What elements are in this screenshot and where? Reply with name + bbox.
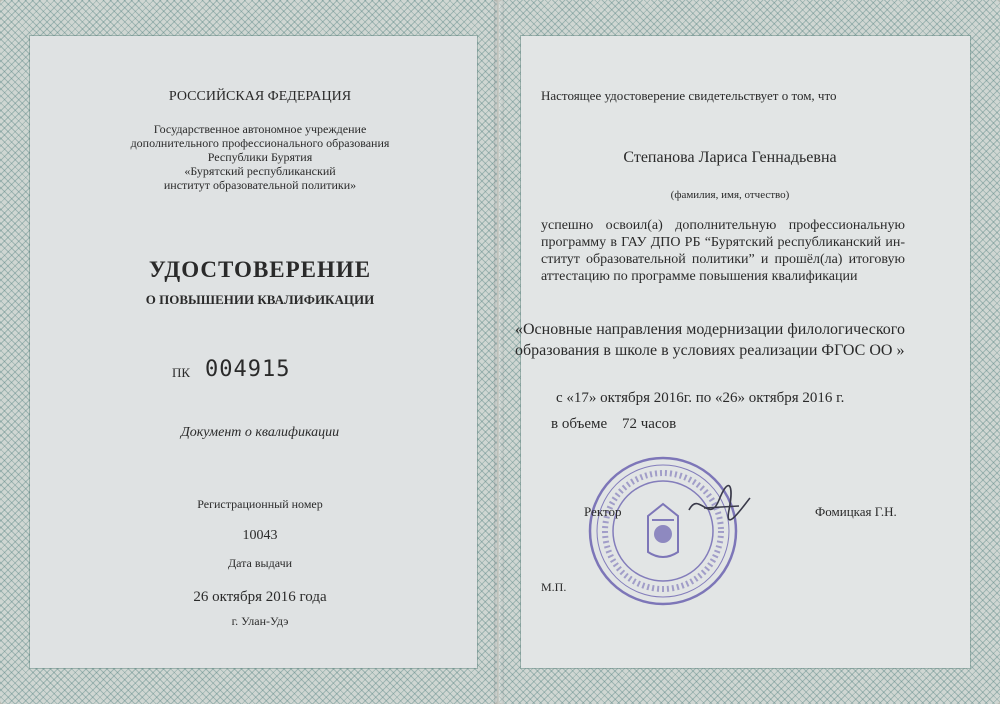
rector-name: Фомицкая Г.Н. <box>815 504 897 519</box>
institution-line: Государственное автономное учреждение <box>153 122 367 136</box>
document-title: УДОСТОВЕРЕНИЕ <box>148 257 372 282</box>
document-type: Документ о квалификации <box>180 425 340 440</box>
institution-line: Республики Бурятия <box>207 150 313 164</box>
program-line: образования в школе в условиях реализации ФГОС ОО » <box>515 342 905 359</box>
institution-line: дополнительного профессионального образования <box>130 136 390 150</box>
country-name: РОССИЙСКАЯ ФЕДЕРАЦИЯ <box>168 89 352 104</box>
institution-block <box>100 122 420 192</box>
official-seal-icon <box>586 454 740 608</box>
institution-line: институт образовательной политики» <box>163 178 357 192</box>
rector-label: Ректор <box>584 504 622 519</box>
city: г. Улан-Удэ <box>231 614 289 628</box>
completion-line: программу в ГАУ ДПО РБ “Бурятский республиканский ин- <box>541 235 905 250</box>
holder-full-name: Степанова Лариса Геннадьевна <box>623 149 837 166</box>
rector-signature-icon <box>684 480 754 530</box>
issue-date: 26 октября 2016 года <box>193 589 327 605</box>
certificate-number: 004915 <box>205 357 291 382</box>
completion-line: аттестацию по программе повышения квалификации <box>541 269 858 284</box>
institution-line: «Бурятский республиканский <box>184 164 336 178</box>
registration-number: 10043 <box>242 528 278 543</box>
completion-line: успешно освоил(а) дополнительную профессиональную <box>541 218 905 233</box>
intro-text: Настоящее удостоверение свидетельствует о том, что <box>541 88 837 103</box>
program-line: «Основные направления модернизации филологического <box>515 321 905 338</box>
training-period: с «17» октября 2016г. по «26» октября 2016 г. <box>556 390 845 406</box>
series-label: ПК <box>172 365 191 380</box>
document-subtitle: О ПОВЫШЕНИИ КВАЛИФИКАЦИИ <box>145 292 375 307</box>
volume-value: 72 часов <box>622 416 677 432</box>
seal-place-label: М.П. <box>541 580 567 594</box>
name-caption: (фамилия, имя, отчество) <box>670 189 790 201</box>
center-fold <box>494 0 504 704</box>
issue-date-label: Дата выдачи <box>227 556 293 570</box>
completion-line: ститут образовательной политики” и прошёл(ла) итоговую <box>541 252 905 267</box>
registration-label: Регистрационный номер <box>197 497 323 511</box>
completion-text <box>541 217 905 285</box>
program-title <box>515 319 905 361</box>
volume-label: в объеме <box>551 416 608 432</box>
